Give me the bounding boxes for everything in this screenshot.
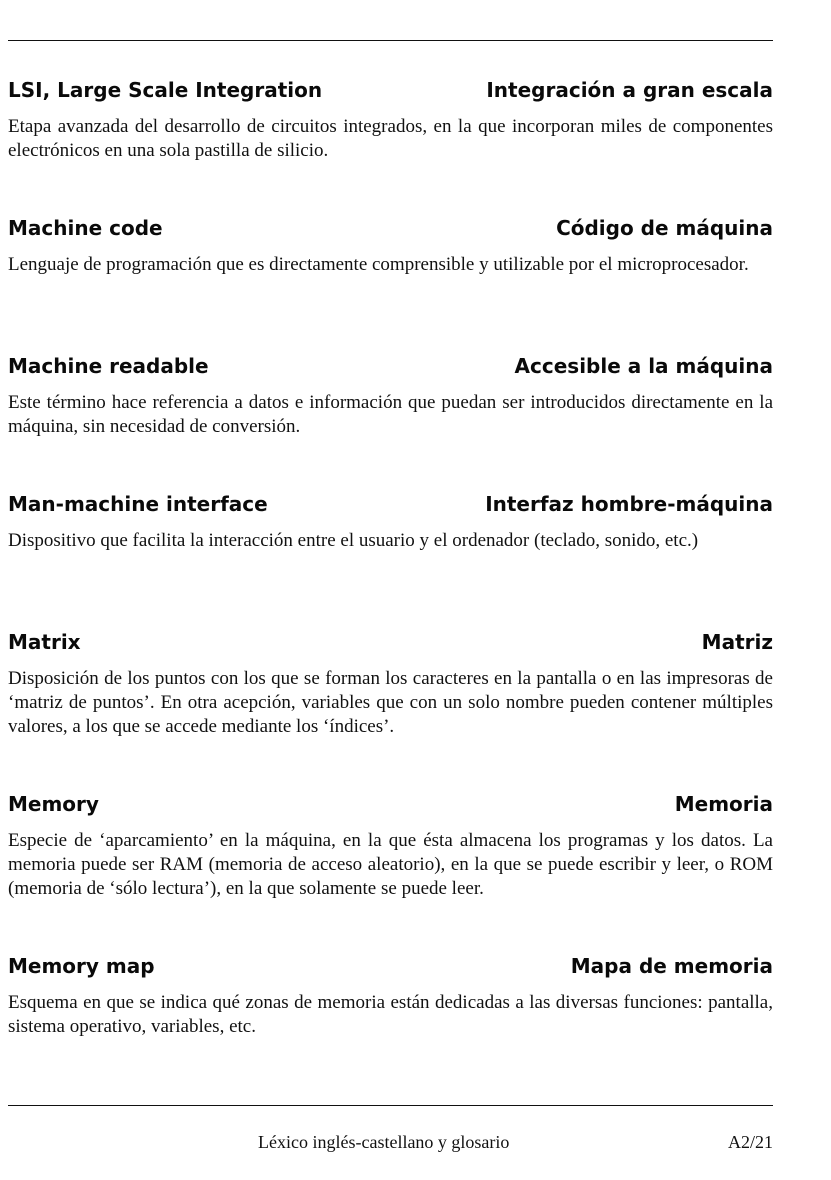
page-number: A2/21 bbox=[728, 1132, 773, 1152]
glossary-entry-machine-code bbox=[8, 213, 773, 275]
term-english: LSI, Large Scale Integration bbox=[8, 78, 323, 102]
term-spanish: Memoria bbox=[674, 792, 773, 816]
term-spanish: Código de máquina bbox=[556, 216, 773, 240]
glossary-entry-machine-readable bbox=[8, 351, 773, 437]
term-definition: Esquema en que se indica qué zonas de memoria están dedicadas a las diversas funciones: pantalla, sistema operativo, variables, etc. bbox=[8, 992, 773, 1037]
term-definition: Disposición de los puntos con los que se forman los caracteres en la pantalla o en las impresoras de ‘matriz de puntos’. En otra acepción, variables que con un solo nombre pueden contener múltiples valores, a los que se accede mediante los ‘índices’. bbox=[8, 668, 773, 737]
term-spanish: Interfaz hombre-máquina bbox=[485, 492, 773, 516]
glossary-entry-matrix bbox=[8, 627, 773, 737]
term-row bbox=[8, 789, 773, 819]
footer-title: Léxico inglés-castellano y glosario bbox=[258, 1132, 510, 1152]
top-rule bbox=[8, 40, 773, 41]
term-english: Memory map bbox=[8, 954, 155, 978]
term-row bbox=[8, 213, 773, 243]
term-definition: Lenguaje de programación que es directamente comprensible y utilizable por el microprocesador. bbox=[8, 254, 749, 275]
term-english: Matrix bbox=[8, 630, 81, 654]
glossary-page bbox=[8, 0, 773, 1180]
term-english: Man-machine interface bbox=[8, 492, 268, 516]
term-definition: Este término hace referencia a datos e información que puedan ser introducidos directamente en la máquina, sin necesidad de conversión. bbox=[8, 392, 773, 437]
glossary-entry-man-machine-interface bbox=[8, 489, 773, 551]
term-english: Memory bbox=[8, 792, 99, 816]
glossary-entry-lsi bbox=[8, 75, 773, 161]
term-definition: Dispositivo que facilita la interacción entre el usuario y el ordenador (teclado, sonido, etc.) bbox=[8, 530, 699, 551]
term-spanish: Matriz bbox=[701, 630, 773, 654]
term-row bbox=[8, 75, 773, 105]
term-spanish: Accesible a la máquina bbox=[514, 354, 773, 378]
term-english: Machine code bbox=[8, 216, 163, 240]
term-english: Machine readable bbox=[8, 354, 209, 378]
term-row bbox=[8, 627, 773, 657]
glossary-entry-memory-map bbox=[8, 951, 773, 1037]
term-row bbox=[8, 951, 773, 981]
page-footer bbox=[8, 1128, 773, 1156]
term-spanish: Integración a gran escala bbox=[486, 78, 773, 102]
term-definition: Especie de ‘aparcamiento’ en la máquina, en la que ésta almacena los programas y los datos. La memoria puede ser RAM (memoria de acceso aleatorio), en la que se puede escribir y leer, o ROM (memoria de ‘sólo lectura’), en la que solamente se puede leer. bbox=[8, 830, 773, 899]
term-row bbox=[8, 351, 773, 381]
glossary-entry-memory bbox=[8, 789, 773, 899]
term-row bbox=[8, 489, 773, 519]
term-definition: Etapa avanzada del desarrollo de circuitos integrados, en la que incorporan miles de componentes electrónicos en una sola pastilla de silicio. bbox=[8, 116, 773, 161]
bottom-rule bbox=[8, 1105, 773, 1106]
term-spanish: Mapa de memoria bbox=[570, 954, 773, 978]
